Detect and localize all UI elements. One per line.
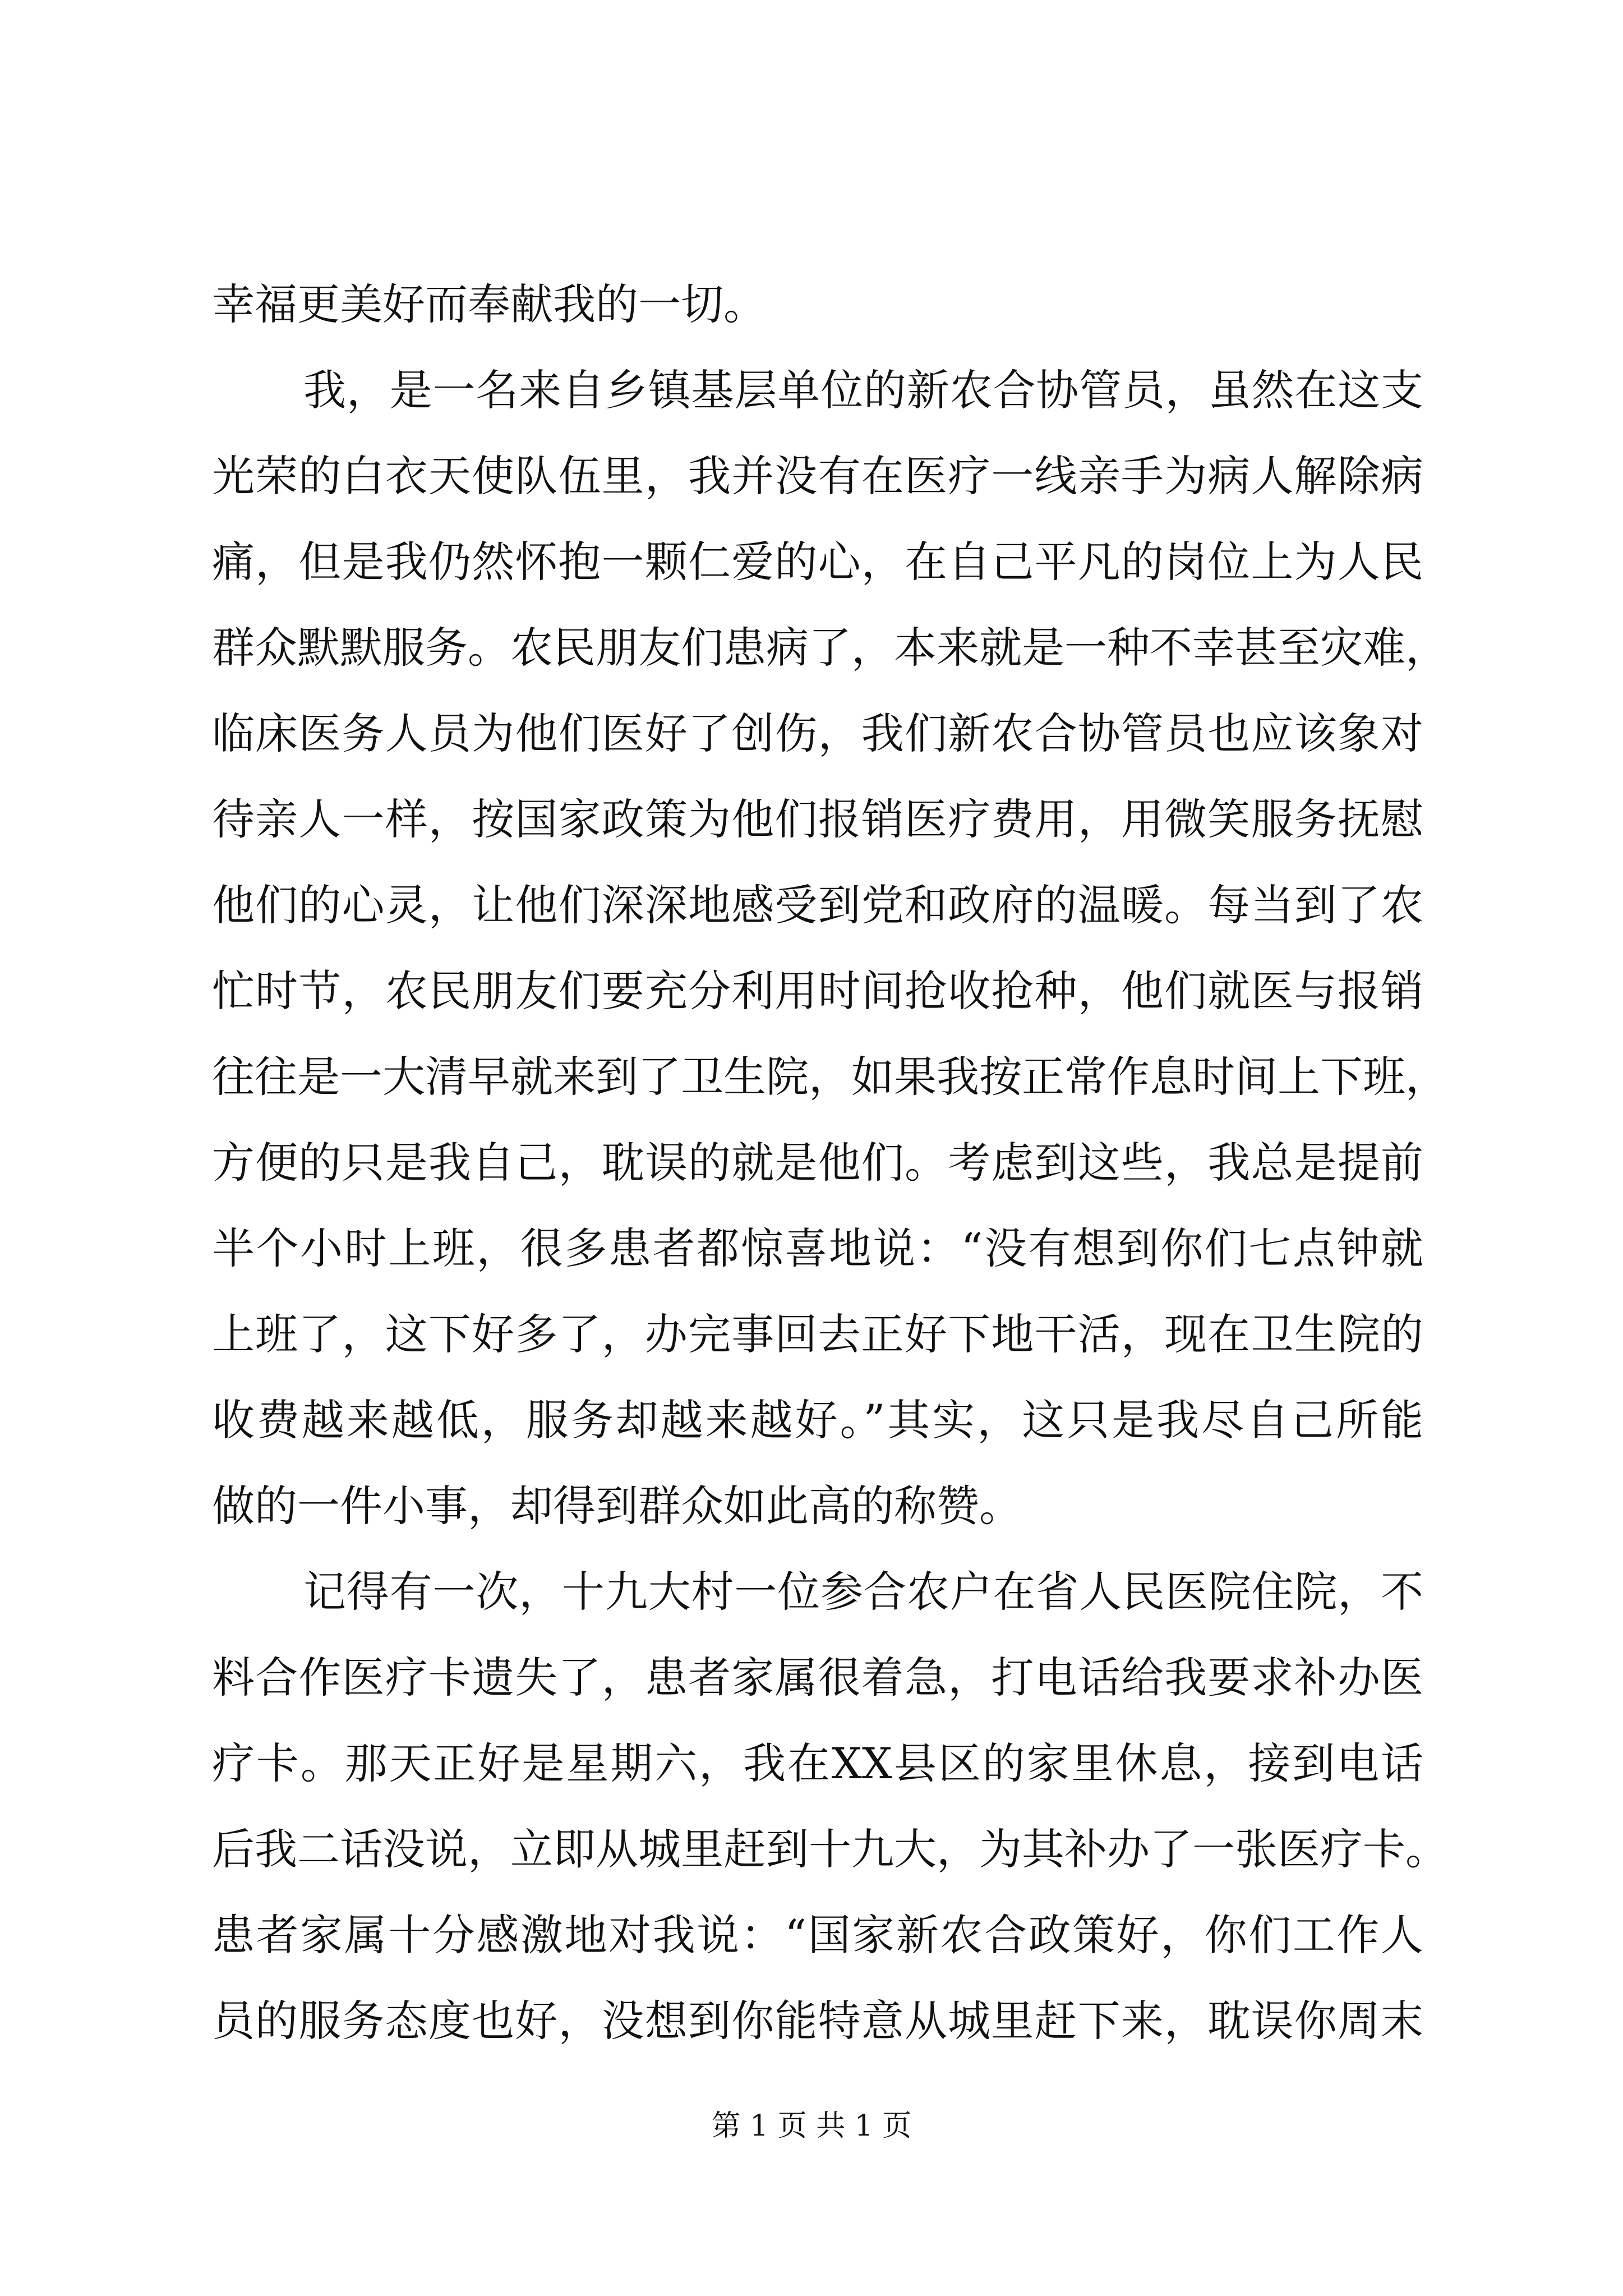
text-line: 幸福更美好而奉献我的一切。 [212, 279, 766, 329]
text-line: 忙时节，农民朋友们要充分利用时间抢收抢种，他们就医与报销 [212, 966, 1423, 1016]
page-footer [0, 2106, 1623, 2146]
text-line: 收费越来越低，服务却越来越好。”其实，这只是我尽自己所能 [212, 1395, 1423, 1445]
text-line: 患者家属十分感激地对我说：“国家新农合政策好，你们工作人 [212, 1910, 1423, 1960]
text-line: 做的一件小事，却得到群众如此高的称赞。 [212, 1481, 1022, 1531]
text-line: 光荣的白衣天使队伍里，我并没有在医疗一线亲手为病人解除病 [212, 451, 1423, 501]
body-text [212, 261, 1448, 2064]
text-line: 半个小时上班，很多患者都惊喜地说：“没有想到你们七点钟就 [212, 1223, 1423, 1273]
text-line: 方便的只是我自己，耽误的就是他们。考虑到这些，我总是提前 [212, 1138, 1423, 1188]
text-line: 料合作医疗卡遗失了，患者家属很着急，打电话给我要求补办医 [212, 1653, 1423, 1703]
text-line: 痛，但是我仍然怀抱一颗仁爱的心，在自己平凡的岗位上为人民 [212, 537, 1423, 587]
text-line: 疗卡。那天正好是星期六，我在XX县区的家里休息，接到电话 [212, 1738, 1423, 1788]
text-line: 员的服务态度也好，没想到你能特意从城里赶下来，耽误你周末 [212, 1996, 1423, 2046]
paragraph-start-line: 我，是一名来自乡镇基层单位的新农合协管员，虽然在这支 [303, 365, 1423, 415]
text-line: 群众默默服务。农民朋友们患病了，本来就是一种不幸甚至灾难， [212, 623, 1448, 673]
page-number: 第 1 页 共 1 页 [711, 2109, 912, 2143]
paragraph-start-line: 记得有一次，十九大村一位参合农户在省人民医院住院，不 [303, 1567, 1423, 1617]
text-line: 上班了，这下好多了，办完事回去正好下地干活，现在卫生院的 [212, 1309, 1423, 1359]
text-line: 后我二话没说，立即从城里赶到十九大，为其补办了一张医疗卡。 [212, 1824, 1448, 1874]
text-line: 临床医务人员为他们医好了创伤，我们新农合协管员也应该象对 [212, 708, 1423, 758]
text-line: 待亲人一样，按国家政策为他们报销医疗费用，用微笑服务抚慰 [212, 794, 1423, 844]
text-line: 他们的心灵，让他们深深地感受到党和政府的温暖。每当到了农 [212, 880, 1423, 930]
text-line: 往往是一大清早就来到了卫生院，如果我按正常作息时间上下班， [212, 1052, 1448, 1102]
